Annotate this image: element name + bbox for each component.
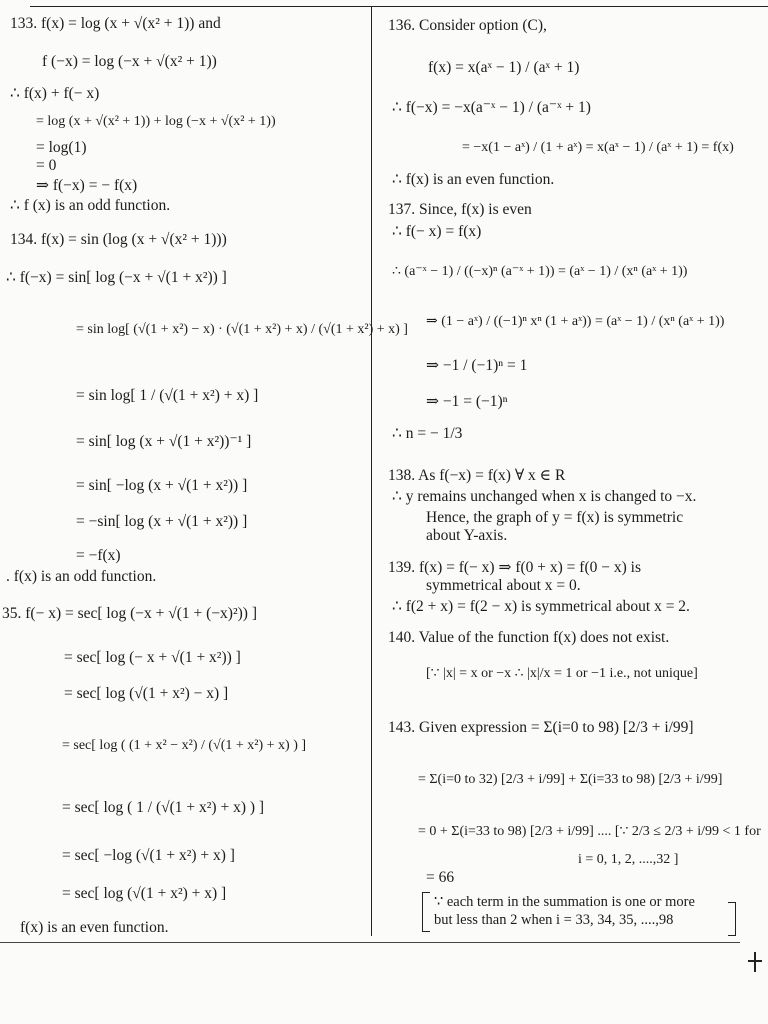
solution-143-note: ∵ each term in the summation is one or more — [434, 894, 695, 910]
column-divider — [371, 6, 372, 936]
solution-140-heading: 140. Value of the function f(x) does not exist. — [388, 629, 670, 646]
solution-137-conclusion: ∴ n = − 1/3 — [392, 425, 463, 442]
solution-136-line: f(x) = x(aˣ − 1) / (aˣ + 1) — [428, 59, 580, 76]
solution-139-line: symmetrical about x = 0. — [426, 577, 581, 594]
solution-138-line: about Y-axis. — [426, 527, 508, 544]
solution-133-conclusion: ∴ f (x) is an odd function. — [10, 197, 171, 214]
solution-134-heading: 134. f(x) = sin (log (x + √(x² + 1))) — [10, 231, 227, 248]
solution-133-line: ⇒ f(−x) = − f(x) — [36, 177, 138, 194]
solution-135-heading: 35. f(− x) = sec[ log (−x + √(1 + (−x)²)) ] — [2, 605, 257, 622]
solution-134-line: = sin[ log (x + √(1 + x²))⁻¹ ] — [76, 433, 252, 450]
solution-133-line: = 0 — [36, 157, 57, 174]
solution-133-line: = log (x + √(x² + 1)) + log (−x + √(x² + 1)) — [36, 114, 276, 129]
solution-139-heading: 139. f(x) = f(− x) ⇒ f(0 + x) = f(0 − x) is — [388, 559, 641, 576]
solution-139-conclusion: ∴ f(2 + x) = f(2 − x) is symmetrical about x = 2. — [392, 598, 690, 615]
solution-134-line: = sin[ −log (x + √(1 + x²)) ] — [76, 477, 248, 494]
solution-138-heading: 138. As f(−x) = f(x) ∀ x ∈ R — [388, 467, 566, 484]
solution-143-heading: 143. Given expression = Σ(i=0 to 98) [2/3 + i/99] — [388, 719, 694, 736]
solution-134-line: = −f(x) — [76, 547, 121, 564]
solution-143-line: = Σ(i=0 to 32) [2/3 + i/99] + Σ(i=33 to 98) [2/3 + i/99] — [418, 772, 723, 787]
solution-137-line: ⇒ −1 = (−1)ⁿ — [426, 393, 508, 410]
bottom-rule — [0, 942, 740, 943]
solution-140-line: [∵ |x| = x or −x ∴ |x|/x = 1 or −1 i.e., not unique] — [426, 666, 698, 681]
top-rule — [30, 6, 768, 7]
solution-143-result: = 66 — [426, 869, 455, 886]
solution-136-line: ∴ f(−x) = −x(a⁻ˣ − 1) / (a⁻ˣ + 1) — [392, 99, 591, 116]
note-bracket-left — [422, 892, 430, 932]
solution-136-heading: 136. Consider option (C), — [388, 17, 547, 34]
solution-137-line: ⇒ −1 / (−1)ⁿ = 1 — [426, 357, 528, 374]
solution-137-heading: 137. Since, f(x) is even — [388, 201, 532, 218]
solution-137-line: ⇒ (1 − aˣ) / ((−1)ⁿ xⁿ (1 + aˣ)) = (aˣ − 1) / (xⁿ (aˣ + 1)) — [426, 314, 725, 329]
solution-136-conclusion: ∴ f(x) is an even function. — [392, 171, 555, 188]
solution-133-line: ∴ f(x) + f(− x) — [10, 85, 100, 102]
solution-137-line: ∴ (a⁻ˣ − 1) / ((−x)ⁿ (a⁻ˣ + 1)) = (aˣ − 1) / (xⁿ (aˣ + 1)) — [392, 264, 688, 279]
solution-135-line: = sec[ log (√(1 + x²) − x) ] — [64, 685, 229, 702]
solution-133-heading: 133. f(x) = log (x + √(x² + 1)) and — [10, 15, 221, 32]
solution-133-line: f (−x) = log (−x + √(x² + 1)) — [42, 53, 217, 70]
solution-143-line: i = 0, 1, 2, ....,32 ] — [578, 852, 679, 867]
solution-135-conclusion: f(x) is an even function. — [20, 919, 169, 936]
solution-136-line: = −x(1 − aˣ) / (1 + aˣ) = x(aˣ − 1) / (aˣ + 1) = f(x) — [462, 140, 734, 155]
solution-133-line: = log(1) — [36, 139, 87, 156]
solution-135-line: = sec[ −log (√(1 + x²) + x) ] — [62, 847, 235, 864]
solution-135-line: = sec[ log (− x + √(1 + x²)) ] — [64, 649, 241, 666]
plus-mark-icon — [748, 952, 762, 972]
solution-135-line: = sec[ log ( 1 / (√(1 + x²) + x) ) ] — [62, 799, 265, 816]
solution-134-line: ∴ f(−x) = sin[ log (−x + √(1 + x²)) ] — [6, 269, 227, 286]
solution-135-line: = sec[ log (√(1 + x²) + x) ] — [62, 885, 227, 902]
solution-137-line: ∴ f(− x) = f(x) — [392, 223, 482, 240]
solution-134-line: = sin log[ (√(1 + x²) − x) · (√(1 + x²) + x) / (√(1 + x²) + x) ] — [76, 322, 408, 337]
solution-134-line: = −sin[ log (x + √(1 + x²)) ] — [76, 513, 248, 530]
solution-135-line: = sec[ log ( (1 + x² − x²) / (√(1 + x²) + x) ) ] — [62, 738, 307, 753]
solution-138-line: Hence, the graph of y = f(x) is symmetric — [426, 509, 684, 526]
solution-143-line: = 0 + Σ(i=33 to 98) [2/3 + i/99] .... [∵ 2/3 ≤ 2/3 + i/99 < 1 for — [418, 824, 761, 839]
note-bracket-right — [728, 902, 736, 936]
solution-134-line: = sin log[ 1 / (√(1 + x²) + x) ] — [76, 387, 259, 404]
solution-138-line: ∴ y remains unchanged when x is changed to −x. — [392, 488, 697, 505]
solution-143-note: but less than 2 when i = 33, 34, 35, ....,98 — [434, 912, 674, 928]
solution-134-conclusion: . f(x) is an odd function. — [6, 568, 157, 585]
